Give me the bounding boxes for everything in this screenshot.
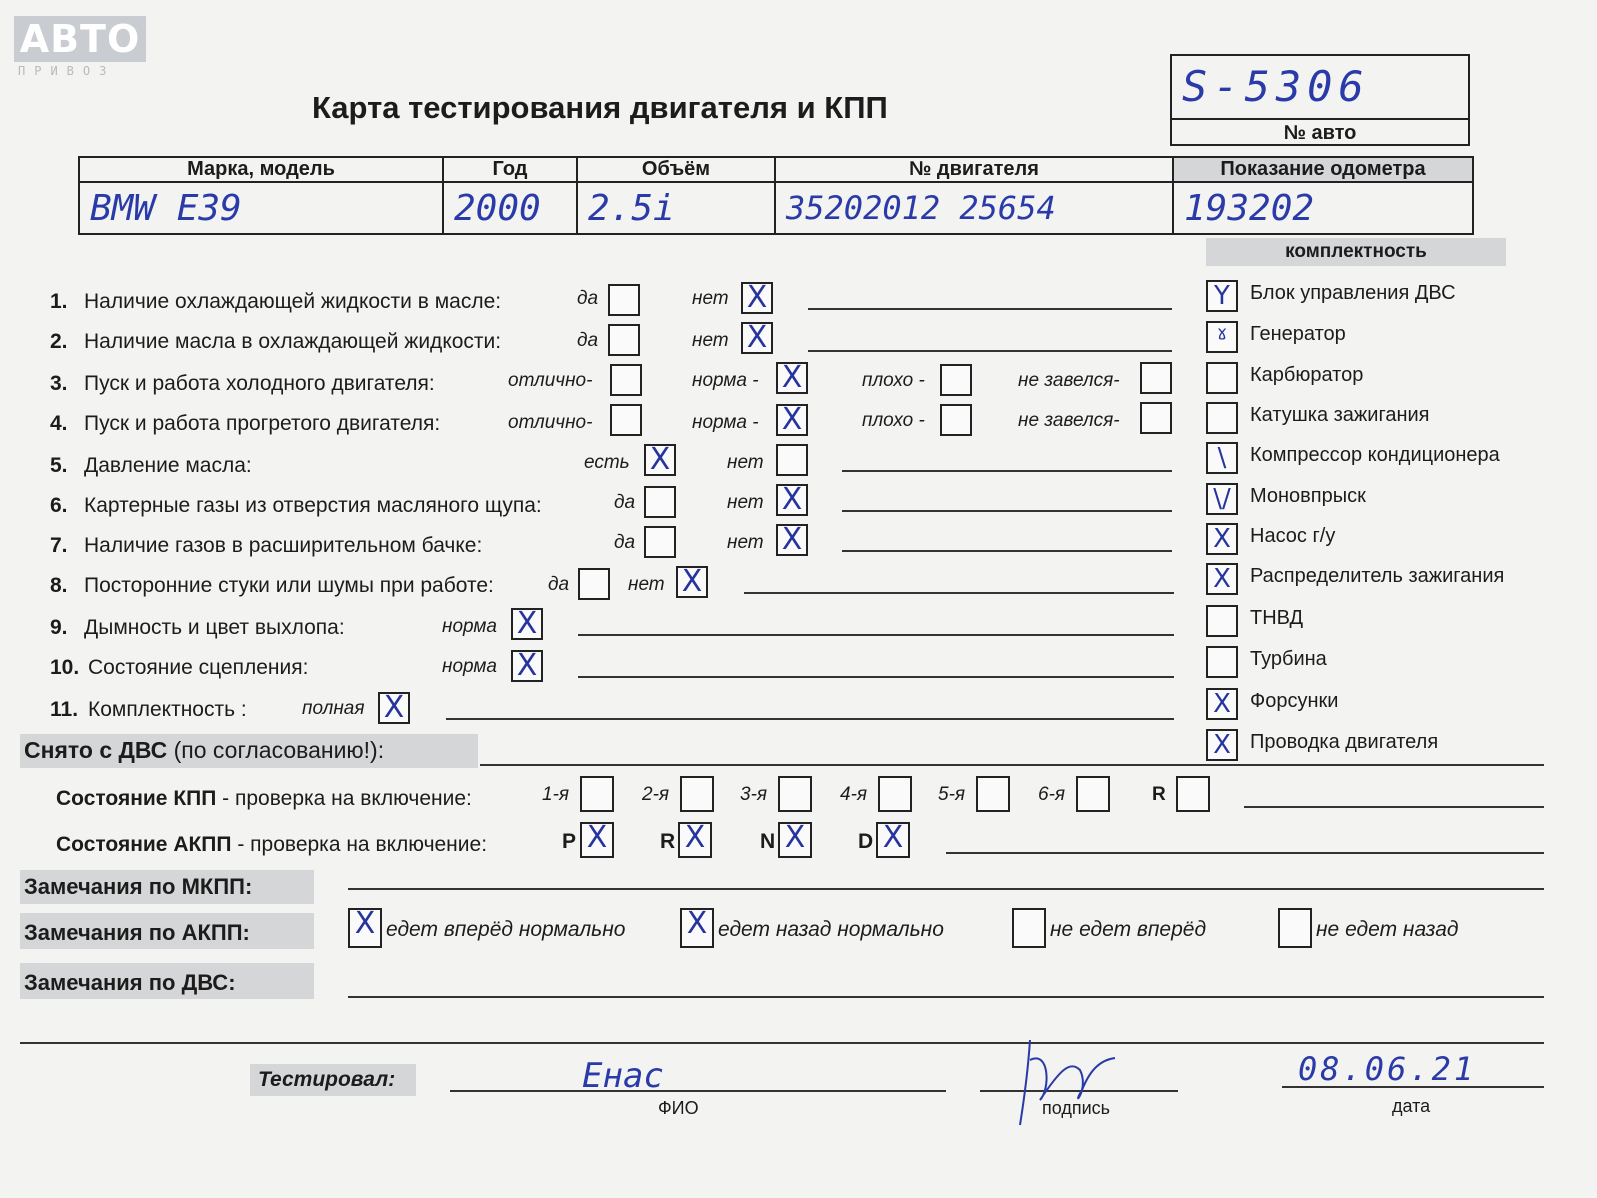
answer-net-label: нет [727,492,764,513]
question-text: Давление масла: [84,454,252,477]
removed-label [24,737,384,764]
kit-checkbox[interactable] [1206,646,1238,678]
question-text: Пуск и работа холодного двигателя: [84,372,435,395]
akpp-label [56,833,487,857]
akpp-remark-checkbox[interactable] [1012,908,1046,948]
kit-label: Форсунки [1250,690,1339,712]
answer-complete-label: полная [302,698,365,719]
question-text: Посторонние стуки или шумы при работе: [84,574,494,597]
answer-da-label: да [577,288,599,309]
gear-checkbox[interactable] [1176,776,1210,812]
akpp-position-label: D [858,830,874,853]
gear-checkbox[interactable] [778,776,812,812]
gear-label: 1-я [542,784,570,805]
tested-label: Тестировал: [258,1068,396,1091]
fio-caption: ФИО [658,1098,699,1118]
kit-label: Катушка зажигания [1250,404,1430,426]
answer-da-checkbox[interactable] [608,284,640,316]
answer-bad-label: плохо - [862,410,925,431]
question-number: 7. [50,534,68,557]
logo-subtitle: ПРИВОЗ [18,64,116,78]
vehicle-info-table [78,156,1474,235]
date-line [1282,1086,1544,1088]
answer-bad-checkbox[interactable] [940,404,972,436]
answer-yes-checkbox[interactable]: X [644,444,676,476]
value-engine-no: 35202012 25654 [775,182,1173,234]
kit-label: Моновпрыск [1250,485,1366,507]
answer-nostart-label: не завелся- [1018,370,1120,391]
kit-checkbox[interactable] [1206,362,1238,394]
separator-line [20,1042,1544,1044]
kpp-line [1244,806,1544,808]
answer-da-label: да [614,532,636,553]
kit-label: Генератор [1250,323,1346,345]
col-engine-no: № двигателя [775,157,1173,182]
answer-da-label: да [577,330,599,351]
date-caption: дата [1392,1096,1431,1116]
akpp-bold: Состояние АКПП [56,833,232,856]
answer-da-checkbox[interactable] [608,324,640,356]
gear-checkbox[interactable] [1076,776,1110,812]
kit-checkbox[interactable] [1206,605,1238,637]
akpp-remark-checkbox[interactable]: X [348,908,382,948]
answer-bad-checkbox[interactable] [940,364,972,396]
kit-label: Блок управления ДВС [1250,282,1456,304]
question-number: 1. [50,290,68,313]
answer-da-label: да [614,492,636,513]
question-text: Наличие охлаждающей жидкости в масле: [84,290,502,313]
question-number: 9. [50,616,68,639]
answer-da-checkbox[interactable] [644,486,676,518]
akpp-remark-checkbox[interactable] [1278,908,1312,948]
answer-note-line [446,718,1174,720]
answer-net-label: нет [727,532,764,553]
answer-nostart-checkbox[interactable] [1140,402,1172,434]
gear-checkbox[interactable] [580,776,614,812]
answer-net-checkbox[interactable]: X [741,282,773,314]
answer-da-checkbox[interactable] [578,568,610,600]
question-number: 3. [50,372,68,395]
gear-label: 4-я [840,784,868,805]
kpp-label [56,787,472,811]
akpp-position-label: N [760,830,776,853]
col-year: Год [443,157,577,182]
kit-checkbox[interactable]: X [1206,688,1238,720]
col-odometer: Показание одометра [1173,157,1473,182]
answer-normal-checkbox[interactable]: X [776,362,808,394]
answer-net-label: нет [727,452,764,473]
gear-checkbox[interactable] [878,776,912,812]
answer-normal-checkbox[interactable]: X [776,404,808,436]
removed-bold: Снято с ДВС [24,737,168,763]
gear-label: 6-я [1038,784,1066,805]
answer-excellent-checkbox[interactable] [610,404,642,436]
kit-label: Насос г/у [1250,525,1336,547]
akpp-position-checkbox[interactable]: X [876,822,910,858]
dvs-remark-line [348,996,1544,998]
answer-note-line [842,470,1172,472]
akpp-position-checkbox[interactable]: X [580,822,614,858]
question-text: Картерные газы из отверстия масляного щупа: [84,494,542,517]
question-text: Состояние сцепления: [88,656,309,679]
akpp-remark-option-label: не едет назад [1316,918,1459,941]
kit-checkbox[interactable]: \/ [1206,483,1238,515]
question-text: Дымность и цвет выхлопа: [84,616,345,639]
gear-label: 5-я [938,784,966,805]
answer-note-line [842,510,1172,512]
col-model: Марка, модель [79,157,443,182]
answer-net-checkbox[interactable]: X [676,566,708,598]
logo: АВТО [14,16,146,62]
answer-yes-label: есть [584,452,630,473]
answer-da-label: да [548,574,570,595]
answer-excellent-label: отлично- [508,412,593,433]
kit-checkbox[interactable]: Y [1206,280,1238,312]
dvs-remark-label: Замечания по ДВС: [24,970,236,995]
answer-net-checkbox[interactable]: X [776,484,808,516]
kit-label: Карбюратор [1250,364,1364,386]
fio-line [450,1090,946,1092]
question-number: 6. [50,494,68,517]
answer-normal-label: норма - [692,412,759,433]
value-year: 2000 [443,182,577,234]
col-volume: Объём [577,157,775,182]
kit-label: Компрессор кондиционера [1250,444,1500,466]
answer-complete-checkbox[interactable]: X [378,692,410,724]
kit-checkbox[interactable]: ˠ [1206,321,1238,353]
question-text: Комплектность : [88,698,247,721]
kit-label: Распределитель зажигания [1250,565,1505,587]
answer-note-line [578,676,1174,678]
value-volume: 2.5i [577,182,775,234]
akpp-remark-option-label: едет вперёд нормально [386,918,626,941]
tester-name: Енас [582,1056,664,1096]
answer-net-label: нет [692,330,729,351]
question-number: 8. [50,574,68,597]
kit-checkbox[interactable]: X [1206,729,1238,761]
kit-label: Проводка двигателя [1250,731,1439,753]
answer-bad-label: плохо - [862,370,925,391]
answer-excellent-label: отлично- [508,370,593,391]
akpp-remark-label: Замечания по АКПП: [24,920,250,945]
mkpp-remark-label: Замечания по МКПП: [24,874,253,899]
answer-net-label: нет [628,574,665,595]
kit-label: ТНВД [1250,607,1304,629]
question-text: Наличие масла в охлаждающей жидкости: [84,330,502,353]
value-odometer: 193202 [1173,182,1473,234]
gear-checkbox[interactable] [680,776,714,812]
answer-normal-label: норма - [692,370,759,391]
question-text: Пуск и работа прогретого двигателя: [84,412,441,435]
kpp-rest: - проверка на включение: [216,787,472,810]
kit-title: комплектность [1206,238,1506,266]
gear-label: 2-я [642,784,670,805]
answer-note-line [808,350,1172,352]
akpp-position-label: R [660,830,676,853]
car-number-label: № авто [1283,122,1357,144]
kit-checkbox[interactable]: X [1206,523,1238,555]
akpp-remark-option-label: едет назад нормально [718,918,944,941]
answer-normal-label: норма [442,616,497,637]
kit-checkbox[interactable] [1206,402,1238,434]
answer-note-line [578,634,1174,636]
mkpp-remark-line [348,888,1544,890]
akpp-position-checkbox[interactable]: X [778,822,812,858]
akpp-position-label: P [562,830,577,853]
answer-note-line [808,308,1172,310]
answer-normal-checkbox[interactable]: X [511,608,543,640]
answer-net-checkbox[interactable]: X [741,322,773,354]
kpp-bold: Состояние КПП [56,787,217,810]
car-number-box [1170,54,1470,146]
question-number: 11. [50,698,79,721]
akpp-remark-option-label: не едет вперёд [1050,918,1207,941]
signature-caption: подпись [1042,1098,1111,1118]
question-text: Наличие газов в расширительном бачке: [84,534,483,557]
removed-line [480,764,1544,766]
value-model: BMW E39 [79,182,443,234]
akpp-line [946,852,1544,854]
question-number: 10. [50,656,80,679]
question-number: 4. [50,412,68,435]
answer-normal-checkbox[interactable]: X [511,650,543,682]
page-title: Карта тестирования двигателя и КПП [312,90,888,125]
akpp-rest: - проверка на включение: [231,833,488,856]
answer-net-label: нет [692,288,729,309]
akpp-position-checkbox[interactable]: X [678,822,712,858]
answer-note-line [842,550,1172,552]
answer-normal-label: норма [442,656,497,677]
answer-nostart-label: не завелся- [1018,410,1120,431]
answer-net-checkbox[interactable] [776,444,808,476]
gear-label: 3-я [740,784,768,805]
answer-nostart-checkbox[interactable] [1140,362,1172,394]
question-number: 2. [50,330,68,353]
akpp-remark-checkbox[interactable]: X [680,908,714,948]
car-number-value: S-5306 [1182,62,1370,111]
answer-excellent-checkbox[interactable] [610,364,642,396]
kit-checkbox[interactable]: X [1206,563,1238,595]
kit-checkbox[interactable]: \ [1206,442,1238,474]
question-number: 5. [50,454,68,477]
kit-label: Турбина [1250,648,1327,670]
gear-label: R [1152,784,1166,805]
answer-net-checkbox[interactable]: X [776,524,808,556]
date-value: 08.06.21 [1298,1050,1477,1088]
answer-da-checkbox[interactable] [644,526,676,558]
removed-rest: (по согласованию!): [167,737,385,763]
answer-note-line [744,592,1174,594]
gear-checkbox[interactable] [976,776,1010,812]
